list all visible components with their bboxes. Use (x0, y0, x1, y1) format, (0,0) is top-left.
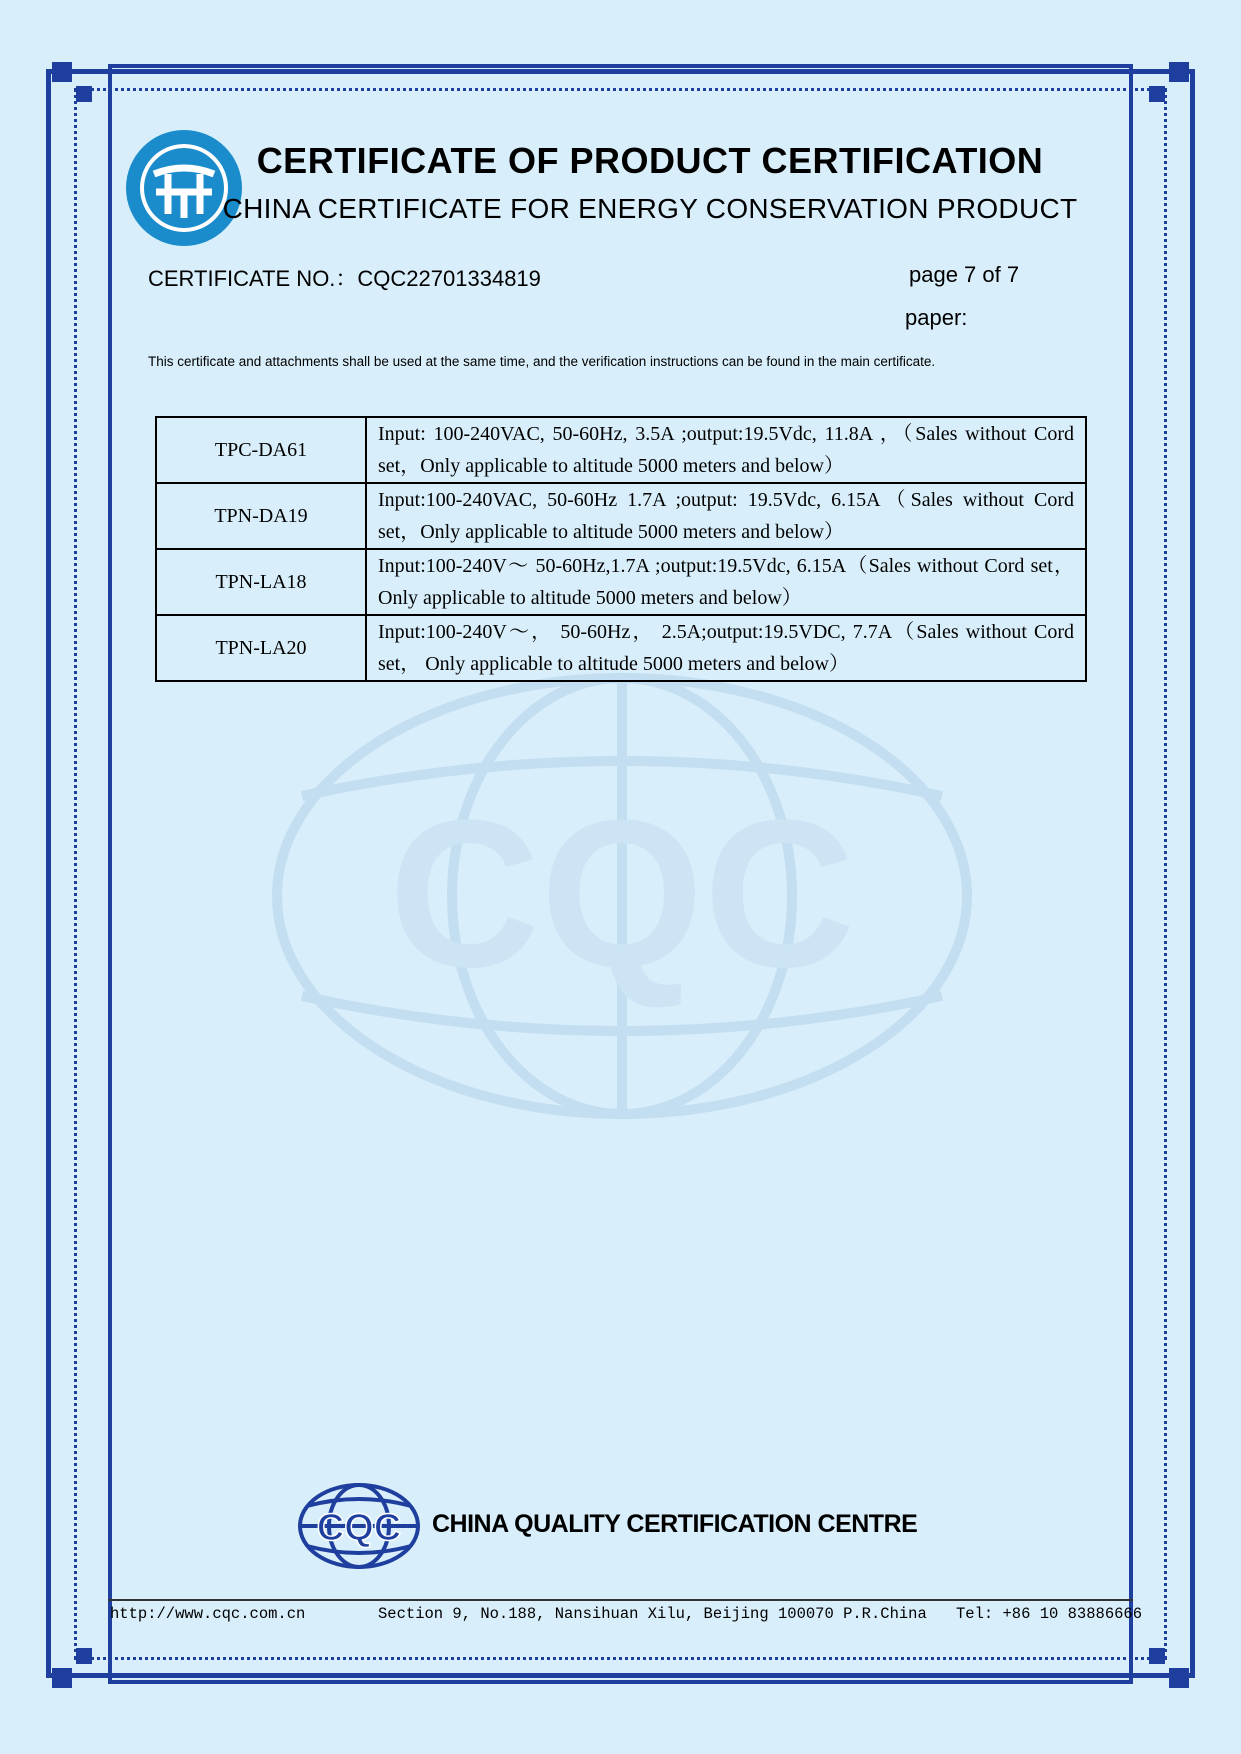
certificate-title: CERTIFICATE OF PRODUCT CERTIFICATION (256, 140, 1044, 181)
corner-square-top-left-small (76, 86, 92, 102)
cqc-logo-text: CQC (316, 1507, 402, 1549)
usage-notice: This certificate and attachments shall be used at the same time, and the verification instructions can be found in the main certificate. (148, 354, 936, 369)
table-row (156, 549, 1086, 615)
footer-divider (108, 1599, 1133, 1601)
corner-square-bottom-right (1169, 1668, 1189, 1688)
telephone: Tel: +86 10 83886666 (956, 1605, 1143, 1623)
spec-cell: Input:100-240VAC, 50-60Hz 1.7A ;output: 19.5Vdc, 6.15A（Sales without Cord set，Only applicable to altitude 5000 meters and below） (366, 483, 1086, 549)
spec-cell: Input:100-240V～， 50-60Hz， 2.5A;output:19.5VDC, 7.7A（Sales without Cord set， Only applicable to altitude 5000 meters and below） (366, 615, 1086, 681)
cqc-logo (297, 1482, 421, 1570)
address: Section 9, No.188, Nansihuan Xilu, Beijing 100070 P.R.China (378, 1605, 927, 1623)
certificate-number: CERTIFICATE NO.：CQC22701334819 (148, 266, 541, 291)
corner-square-bottom-left-small (76, 1648, 92, 1664)
website-link[interactable]: http://www.cqc.com.cn (110, 1605, 306, 1623)
watermark-text: CQC (388, 776, 856, 1011)
corner-square-bottom-right-small (1149, 1648, 1165, 1664)
model-cell: TPN-LA18 (156, 549, 366, 615)
page-number: page 7 of 7 (909, 262, 1020, 287)
organization-name: CHINA QUALITY CERTIFICATION CENTRE (432, 1510, 918, 1538)
spec-cell: Input:100-240V～ 50-60Hz,1.7A ;output:19.5Vdc, 6.15A（Sales without Cord set，Only applicable to altitude 5000 meters and below） (366, 549, 1086, 615)
corner-square-top-left (52, 62, 72, 82)
table-row (156, 417, 1086, 483)
corner-square-top-right-small (1149, 86, 1165, 102)
spec-cell: Input: 100-240VAC, 50-60Hz, 3.5A ;output:19.5Vdc, 11.8A ，（Sales without Cord set，Only applicable to altitude 5000 meters and below） (366, 417, 1086, 483)
table-row (156, 483, 1086, 549)
model-cell: TPC-DA61 (156, 417, 366, 483)
model-cell: TPN-LA20 (156, 615, 366, 681)
paper-label: paper: (905, 305, 968, 330)
certificate-subtitle: CHINA CERTIFICATE FOR ENERGY CONSERVATION PRODUCT (222, 193, 1078, 224)
model-table (155, 416, 1087, 682)
table-row (156, 615, 1086, 681)
model-cell: TPN-DA19 (156, 483, 366, 549)
corner-square-top-right (1169, 62, 1189, 82)
cqc-watermark (262, 666, 982, 1126)
corner-square-bottom-left (52, 1668, 72, 1688)
